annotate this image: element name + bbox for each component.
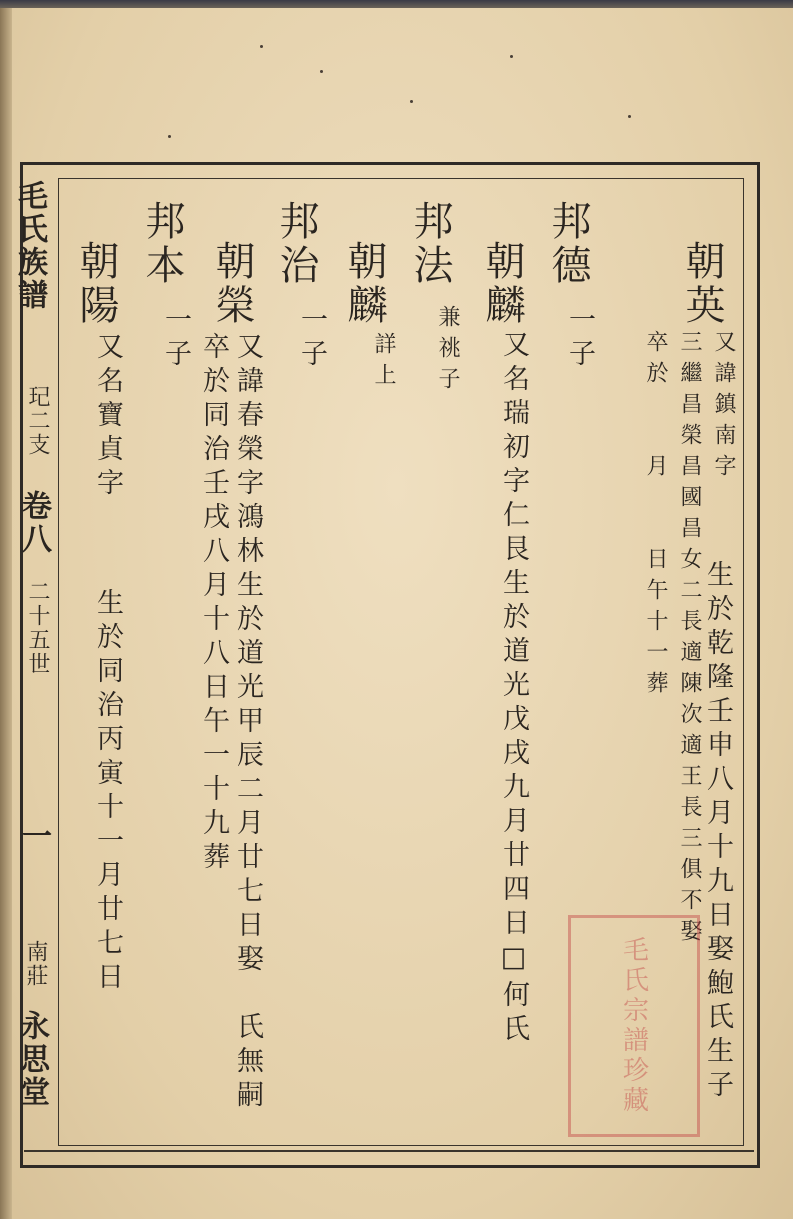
entry-head: 朝麟 bbox=[341, 240, 387, 328]
generation-label: 二十五世 bbox=[25, 580, 50, 676]
book-spine bbox=[0, 0, 12, 1219]
hall-name: 永思堂 bbox=[14, 1010, 49, 1109]
speck bbox=[628, 115, 631, 118]
entry-head: 朝英 bbox=[679, 240, 725, 328]
entry-text: 又名瑞初字仁艮生於道光戊戌九月廿四日□何氏 bbox=[498, 330, 529, 1048]
entry-text: 又名寶貞字 bbox=[92, 332, 123, 502]
speck bbox=[320, 70, 323, 73]
volume-label: 卷八 bbox=[16, 490, 51, 556]
seal-text: 毛氏宗譜珍藏 bbox=[618, 936, 649, 1116]
speck bbox=[168, 135, 171, 138]
hall-place: 南莊 bbox=[23, 940, 48, 988]
entry-note: 一子 bbox=[564, 305, 595, 373]
entry-text: 卒於同治壬戌八月十八日午一十九葬 bbox=[198, 332, 229, 876]
entry-text: 又諱春榮字鴻林生於道光甲辰二月廿七日娶 氏無嗣 bbox=[232, 332, 263, 1114]
entry-text: 三繼昌榮昌國昌女二長適陳次適王長三俱不娶 bbox=[677, 330, 702, 950]
collector-seal bbox=[568, 915, 700, 1137]
entry-note: 一子 bbox=[160, 305, 191, 373]
speck bbox=[510, 55, 513, 58]
top-edge bbox=[0, 0, 793, 8]
entry-note: 兼祧子 bbox=[435, 305, 460, 398]
entry-head: 邦本 bbox=[139, 200, 185, 288]
entry-head: 邦德 bbox=[545, 200, 591, 288]
branch-label: 玘二支 bbox=[25, 385, 50, 457]
entry-note: 一子 bbox=[296, 305, 327, 373]
entry-head: 朝榮 bbox=[209, 240, 255, 328]
book-title: 毛氏族譜 bbox=[12, 180, 47, 312]
entry-head: 邦法 bbox=[407, 200, 453, 288]
entry-head: 邦治 bbox=[273, 200, 319, 288]
bottom-rule bbox=[24, 1150, 754, 1152]
entry-text: 生於同治丙寅十一月廿七日 bbox=[92, 588, 123, 996]
speck bbox=[410, 100, 413, 103]
entry-text: 卒於 月 日午十一葬 bbox=[643, 330, 668, 702]
entry-text: 生於乾隆壬申八月十九日娶鮑氏生子 bbox=[702, 560, 733, 1104]
entry-text: 又諱鎮南字 bbox=[711, 330, 736, 485]
entry-head: 朝陽 bbox=[73, 240, 119, 328]
speck bbox=[260, 45, 263, 48]
page-number: 一 bbox=[16, 820, 51, 853]
entry-head: 朝麟 bbox=[479, 240, 525, 328]
entry-note: 詳上 bbox=[371, 332, 396, 394]
